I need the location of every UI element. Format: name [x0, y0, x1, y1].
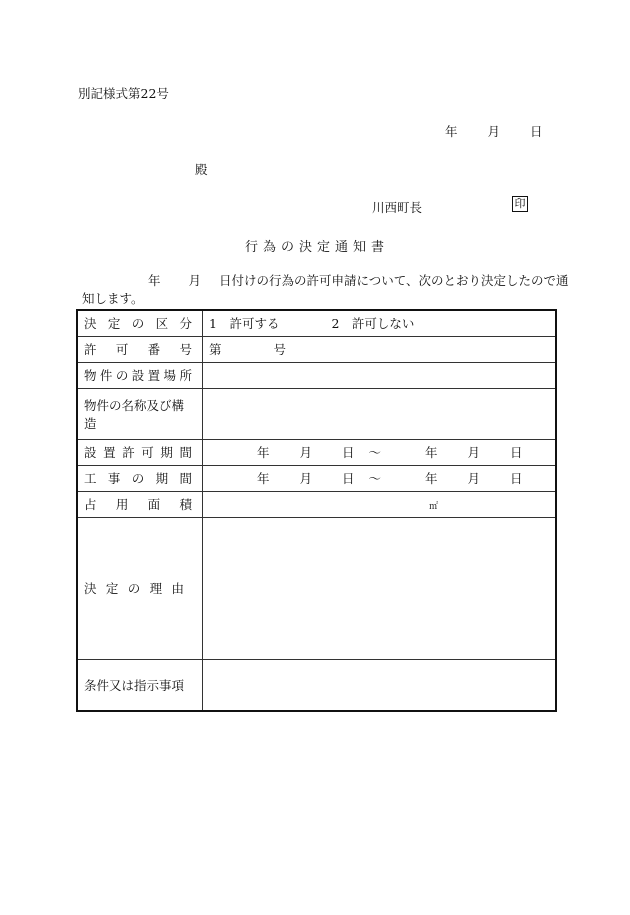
label-area: 占 用 面 積 [77, 491, 203, 517]
label-name-structure: 物件の名称及び構造 [77, 388, 203, 439]
label-location: 物 件 の 設 置 場 所 [77, 362, 203, 388]
label-construction-period: 工 事 の 期 間 [77, 465, 203, 491]
period-day: 日 [342, 445, 355, 460]
option-deny: 2 許可しない [331, 316, 415, 332]
label-permit-period: 設 置 許 可 期 間 [77, 439, 203, 465]
reason-cell [203, 517, 557, 659]
table-row [77, 659, 556, 711]
table-row [77, 362, 556, 388]
period-year: 年 [425, 445, 438, 460]
issuer-name: 川西町長 [372, 200, 423, 215]
table-row [77, 439, 556, 465]
addressee-suffix: 殿 [195, 162, 208, 177]
area-cell [203, 491, 557, 517]
period-day: 日 [510, 471, 523, 486]
construction-period-cell [203, 465, 557, 491]
form-number: 別記様式第22号 [78, 86, 169, 101]
period-month: 月 [299, 471, 313, 486]
period-tilde: ～ [368, 471, 382, 486]
permit-number-cell [203, 336, 557, 362]
period-day: 日 [510, 445, 523, 460]
table-row [77, 388, 556, 439]
table-row [77, 310, 556, 336]
label-permit-number: 許 可 番 号 [77, 336, 203, 362]
label-decision-type: 決 定 の 区 分 [77, 310, 203, 336]
body-line1: 日付けの行為の許可申請について、次のとおり決定したので通 [219, 273, 569, 288]
document-title: 行為の決定通知書 [245, 240, 390, 255]
period-month: 月 [299, 445, 313, 460]
period-year: 年 [425, 471, 438, 486]
table-row [77, 517, 556, 659]
name-structure-cell [203, 388, 557, 439]
period-month: 月 [467, 471, 481, 486]
period-tilde: ～ [368, 445, 382, 460]
option-permit: 1 許可する [209, 316, 280, 332]
body-paragraph [82, 272, 569, 308]
decision-options [203, 310, 557, 336]
date-month: 月 [487, 124, 501, 139]
body-year: 年 [148, 273, 161, 288]
label-conditions: 条件又は指示事項 [77, 659, 203, 711]
body-month: 月 [188, 273, 202, 288]
permit-number-prefix: 第 [209, 342, 222, 357]
table-row [77, 491, 556, 517]
body-line2: 知します。 [82, 291, 144, 306]
permit-number-suffix: 号 [273, 342, 287, 357]
decision-table [76, 309, 557, 712]
date-day: 日 [530, 124, 543, 139]
period-day: 日 [342, 471, 355, 486]
table-row [77, 465, 556, 491]
location-cell [203, 362, 557, 388]
period-year: 年 [257, 471, 270, 486]
date-year: 年 [445, 124, 458, 139]
seal-mark: 印 [512, 196, 528, 212]
label-reason: 決 定 の 理 由 [77, 517, 203, 659]
conditions-cell [203, 659, 557, 711]
issue-date [445, 122, 543, 140]
table-row [77, 336, 556, 362]
period-month: 月 [467, 445, 481, 460]
permit-period-cell [203, 439, 557, 465]
area-unit: ㎡ [429, 501, 439, 512]
period-year: 年 [257, 445, 270, 460]
